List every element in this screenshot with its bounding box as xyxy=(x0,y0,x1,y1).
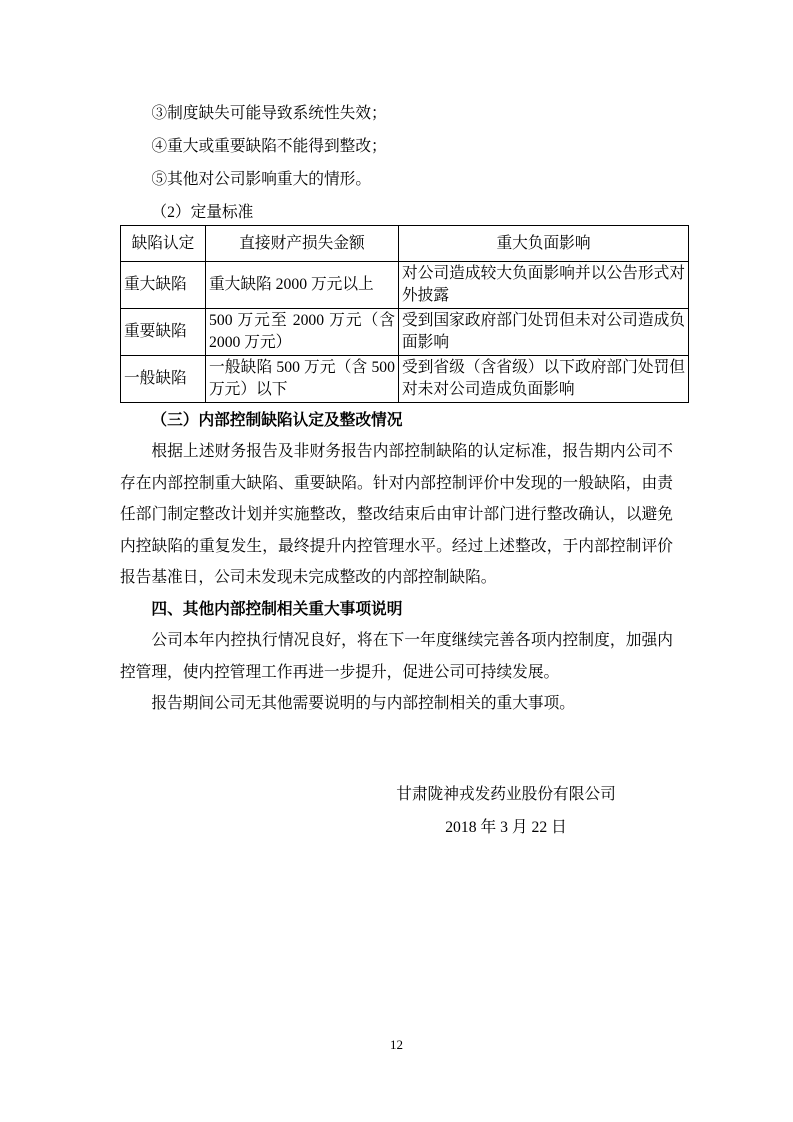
section3-paragraph: 根据上述财务报告及非财务报告内部控制缺陷的认定标准，报告期内公司不存在内部控制重大缺陷、重要缺陷。针对内部控制评价中发现的一般缺陷，由责任部门制定整改计划并实施整改，整改结束后由审计部门进行整改确认，以避免内控缺陷的重复发生，最终提升内控管理水平。经过上述整改，于内部控制评价报告基准日，公司未发现未完成整改的内部控制缺陷。 xyxy=(120,443,673,586)
table-cell-loss-amount: 一般缺陷 500 万元（含 500 万元）以下 xyxy=(206,356,399,403)
table-cell-defect-type: 重要缺陷 xyxy=(121,309,206,356)
list-item-3: ③制度缺失可能导致系统性失效； xyxy=(151,105,387,122)
table-cell-loss-amount: 重大缺陷 2000 万元以上 xyxy=(206,262,399,309)
table-cell-defect-type: 重大缺陷 xyxy=(121,262,206,309)
section4-paragraph-1: 公司本年内控执行情况良好，将在下一年度继续完善各项内控制度，加强内控管理，使内控管理工作再进一步提升，促进公司可持续发展。 xyxy=(120,632,673,681)
table-cell-impact: 受到省级（含省级）以下政府部门处罚但对未对公司造成负面影响 xyxy=(399,356,689,403)
table-row xyxy=(121,356,689,403)
page-number: 12 xyxy=(390,1037,403,1052)
section3-heading: （三）内部控制缺陷认定及整改情况 xyxy=(151,412,403,429)
list-item-4: ④重大或重要缺陷不能得到整改； xyxy=(151,138,387,155)
table-cell-impact: 受到国家政府部门处罚但未对公司造成负面影响 xyxy=(399,309,689,356)
quantitative-standard-heading: （2）定量标准 xyxy=(151,204,254,221)
table-cell-defect-type: 一般缺陷 xyxy=(121,356,206,403)
header-negative-impact: 重大负面影响 xyxy=(399,226,689,262)
header-direct-loss: 直接财产损失金额 xyxy=(206,226,399,262)
table-header-row xyxy=(121,226,689,262)
header-defect-type: 缺陷认定 xyxy=(121,226,206,262)
defect-criteria-table xyxy=(120,225,689,403)
table-cell-loss-amount: 500 万元至 2000 万元（含 2000 万元） xyxy=(206,309,399,356)
section4-paragraph-2: 报告期间公司无其他需要说明的与内部控制相关的重大事项。 xyxy=(151,695,575,712)
document-content xyxy=(120,97,685,844)
signature-date: 2018 年 3 月 22 日 xyxy=(445,818,567,836)
table-cell-impact: 对公司造成较大负面影响并以公告形式对外披露 xyxy=(399,262,689,309)
section4-heading: 四、其他内部控制相关重大事项说明 xyxy=(151,600,403,618)
company-name: 甘肃陇神戎发药业股份有限公司 xyxy=(396,785,616,803)
list-item-5: ⑤其他对公司影响重大的情形。 xyxy=(151,171,372,188)
signature-block xyxy=(339,778,673,844)
table-row xyxy=(121,262,689,309)
table-row xyxy=(121,309,689,356)
